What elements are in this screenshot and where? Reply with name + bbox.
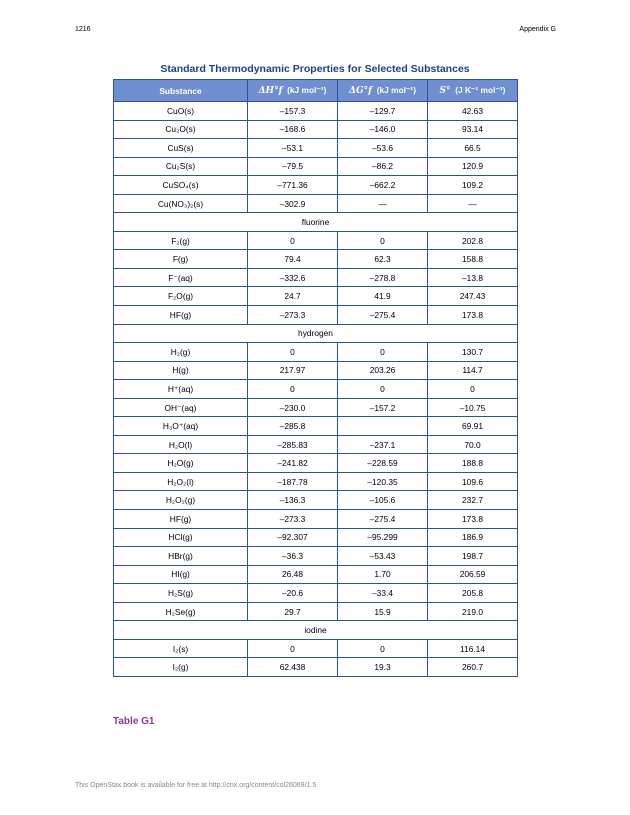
substance-cell: Cu₂O(s) [114, 120, 248, 139]
table-body [114, 102, 518, 677]
enthalpy-cell: –771.36 [248, 176, 338, 195]
substance-cell: HF(g) [114, 306, 248, 325]
entropy-cell: — [428, 194, 518, 213]
enthalpy-cell: –302.9 [248, 194, 338, 213]
entropy-cell: 260.7 [428, 658, 518, 677]
gibbs-cell: –157.2 [338, 398, 428, 417]
table-row [114, 528, 518, 547]
entropy-cell: 130.7 [428, 343, 518, 362]
enthalpy-cell: 62.438 [248, 658, 338, 677]
table-row [114, 380, 518, 399]
gibbs-cell: –275.4 [338, 306, 428, 325]
header-enthalpy [248, 80, 338, 102]
section-label: hydrogen [114, 324, 518, 343]
substance-cell: I₂(s) [114, 639, 248, 658]
table-row [114, 454, 518, 473]
substance-cell: H₂O(l) [114, 435, 248, 454]
substance-cell: F(g) [114, 250, 248, 269]
enthalpy-cell: 24.7 [248, 287, 338, 306]
substance-cell: HCl(g) [114, 528, 248, 547]
entropy-cell: 114.7 [428, 361, 518, 380]
entropy-cell: –10.75 [428, 398, 518, 417]
section-row [114, 621, 518, 640]
entropy-cell: 109.6 [428, 472, 518, 491]
substance-cell: CuS(s) [114, 139, 248, 158]
gibbs-cell: –105.6 [338, 491, 428, 510]
gibbs-cell: –120.35 [338, 472, 428, 491]
table-row [114, 510, 518, 529]
enthalpy-cell: 29.7 [248, 602, 338, 621]
entropy-cell: 206.59 [428, 565, 518, 584]
entropy-cell: 120.9 [428, 157, 518, 176]
enthalpy-cell: –230.0 [248, 398, 338, 417]
gibbs-cell: –86.2 [338, 157, 428, 176]
table-row [114, 120, 518, 139]
enthalpy-cell: –20.6 [248, 584, 338, 603]
thermo-table [113, 79, 518, 677]
gibbs-cell: 0 [338, 639, 428, 658]
gibbs-cell: –228.59 [338, 454, 428, 473]
section-row [114, 213, 518, 232]
enthalpy-unit: (kJ mol⁻¹) [287, 85, 327, 95]
entropy-cell: 173.8 [428, 306, 518, 325]
table-row [114, 250, 518, 269]
gibbs-unit: (kJ mol⁻¹) [376, 85, 417, 95]
entropy-unit: (J K⁻¹ mol⁻¹) [455, 85, 506, 95]
gibbs-cell: 203.26 [338, 361, 428, 380]
entropy-cell: 109.2 [428, 176, 518, 195]
enthalpy-cell: –241.82 [248, 454, 338, 473]
gibbs-cell: –237.1 [338, 435, 428, 454]
gibbs-cell: 15.9 [338, 602, 428, 621]
substance-cell: HF(g) [114, 510, 248, 529]
substance-cell: H₂(g) [114, 343, 248, 362]
gibbs-cell: 0 [338, 231, 428, 250]
table-row [114, 102, 518, 121]
gibbs-cell: 1.70 [338, 565, 428, 584]
table-row [114, 306, 518, 325]
enthalpy-cell: –157.3 [248, 102, 338, 121]
table-row [114, 194, 518, 213]
table-row [114, 435, 518, 454]
enthalpy-cell: 0 [248, 343, 338, 362]
enthalpy-cell: 0 [248, 639, 338, 658]
header-entropy [428, 80, 518, 102]
running-header: Appendix G [519, 26, 556, 33]
enthalpy-cell: –53.1 [248, 139, 338, 158]
gibbs-cell: –278.8 [338, 268, 428, 287]
enthalpy-cell: –187.78 [248, 472, 338, 491]
enthalpy-cell: –79.5 [248, 157, 338, 176]
table-row [114, 139, 518, 158]
enthalpy-cell: –332.6 [248, 268, 338, 287]
substance-cell: H⁺(aq) [114, 380, 248, 399]
entropy-cell: 0 [428, 380, 518, 399]
table-title: Standard Thermodynamic Properties for Selected Substances [160, 63, 470, 75]
substance-cell: Cu(NO₃)₂(s) [114, 194, 248, 213]
entropy-cell: 247.43 [428, 287, 518, 306]
table-row [114, 472, 518, 491]
entropy-cell: 66.5 [428, 139, 518, 158]
substance-cell: Cu₂S(s) [114, 157, 248, 176]
entropy-cell: 202.8 [428, 231, 518, 250]
substance-cell: I₂(g) [114, 658, 248, 677]
enthalpy-cell: –285.83 [248, 435, 338, 454]
enthalpy-cell: 26.48 [248, 565, 338, 584]
header-substance: Substance [114, 80, 248, 102]
table-row [114, 602, 518, 621]
entropy-cell: 198.7 [428, 547, 518, 566]
gibbs-cell: –129.7 [338, 102, 428, 121]
header-row [114, 80, 518, 102]
gibbs-cell: –95.299 [338, 528, 428, 547]
enthalpy-cell: –36.3 [248, 547, 338, 566]
entropy-cell: 188.8 [428, 454, 518, 473]
section-row [114, 324, 518, 343]
gibbs-cell: –275.4 [338, 510, 428, 529]
entropy-cell: 158.8 [428, 250, 518, 269]
substance-cell: H₃O⁺(aq) [114, 417, 248, 436]
enthalpy-cell: –285.8 [248, 417, 338, 436]
gibbs-cell: –662.2 [338, 176, 428, 195]
gibbs-cell: 0 [338, 380, 428, 399]
gibbs-symbol: ΔG°f [348, 86, 373, 96]
gibbs-cell: –53.6 [338, 139, 428, 158]
substance-cell: F⁻(aq) [114, 268, 248, 287]
gibbs-cell: 41.9 [338, 287, 428, 306]
enthalpy-cell: –273.3 [248, 510, 338, 529]
entropy-cell: 219.0 [428, 602, 518, 621]
gibbs-cell: — [338, 194, 428, 213]
gibbs-cell: –146.0 [338, 120, 428, 139]
table-row [114, 361, 518, 380]
substance-cell: CuO(s) [114, 102, 248, 121]
enthalpy-cell: –92.307 [248, 528, 338, 547]
gibbs-cell: 0 [338, 343, 428, 362]
entropy-cell: 70.0 [428, 435, 518, 454]
header-gibbs [338, 80, 428, 102]
entropy-cell: 205.8 [428, 584, 518, 603]
entropy-cell: 116.14 [428, 639, 518, 658]
entropy-cell: 173.8 [428, 510, 518, 529]
gibbs-cell: 62.3 [338, 250, 428, 269]
entropy-cell: –13.8 [428, 268, 518, 287]
table-row [114, 417, 518, 436]
entropy-cell: 232.7 [428, 491, 518, 510]
substance-cell: HBr(g) [114, 547, 248, 566]
gibbs-cell: –33.4 [338, 584, 428, 603]
entropy-cell: 42.63 [428, 102, 518, 121]
table-row [114, 231, 518, 250]
substance-cell: H₂O₂(g) [114, 491, 248, 510]
substance-cell: CuSO₄(s) [114, 176, 248, 195]
substance-cell: HI(g) [114, 565, 248, 584]
enthalpy-cell: –273.3 [248, 306, 338, 325]
section-label: iodine [114, 621, 518, 640]
substance-cell: H₂S(g) [114, 584, 248, 603]
gibbs-cell: –53.43 [338, 547, 428, 566]
entropy-cell: 69.91 [428, 417, 518, 436]
entropy-cell: 186.9 [428, 528, 518, 547]
enthalpy-cell: 0 [248, 231, 338, 250]
gibbs-cell [338, 417, 428, 436]
enthalpy-cell: 217.97 [248, 361, 338, 380]
section-label: fluorine [114, 213, 518, 232]
table-row [114, 287, 518, 306]
entropy-cell: 93.14 [428, 120, 518, 139]
enthalpy-cell: –168.6 [248, 120, 338, 139]
table-caption: Table G1 [113, 716, 155, 727]
substance-cell: H(g) [114, 361, 248, 380]
table-row [114, 584, 518, 603]
table-row [114, 176, 518, 195]
substance-cell: H₂Se(g) [114, 602, 248, 621]
page-footer: This OpenStax book is available for free at http://cnx.org/content/col26069/1.5 [75, 782, 317, 789]
table-row [114, 268, 518, 287]
table-row [114, 658, 518, 677]
table-row [114, 547, 518, 566]
table-row [114, 491, 518, 510]
enthalpy-cell: 0 [248, 380, 338, 399]
table-row [114, 398, 518, 417]
enthalpy-cell: 79.4 [248, 250, 338, 269]
substance-cell: H₂O₂(l) [114, 472, 248, 491]
enthalpy-cell: –136.3 [248, 491, 338, 510]
table-row [114, 157, 518, 176]
table-row [114, 343, 518, 362]
entropy-symbol: S° [439, 86, 451, 96]
gibbs-cell: 19.3 [338, 658, 428, 677]
substance-cell: OH⁻(aq) [114, 398, 248, 417]
page-number: 1216 [75, 26, 91, 33]
substance-cell: F₂(g) [114, 231, 248, 250]
table-row [114, 639, 518, 658]
enthalpy-symbol: ΔH°f [258, 86, 283, 96]
substance-cell: F₂O(g) [114, 287, 248, 306]
substance-cell: H₂O(g) [114, 454, 248, 473]
table-row [114, 565, 518, 584]
